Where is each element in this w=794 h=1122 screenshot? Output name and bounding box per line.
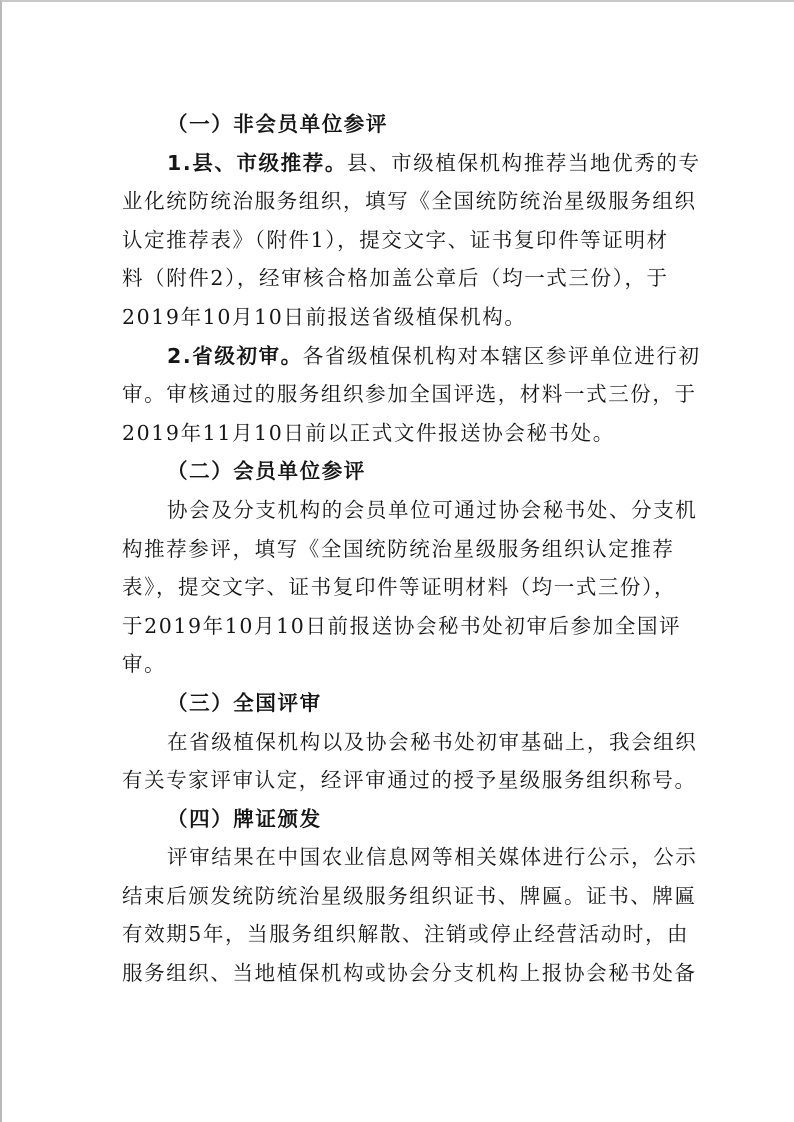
paragraph-line: 在省级植保机构以及协会秘书处初审基础上，我会组织 [167,729,698,754]
section-heading-1: （一）非会员单位参评 [167,112,388,136]
paragraph-line: 2019年10月10日前报送省级植保机构。 [122,304,527,329]
paragraph-line: 评审结果在中国农业信息网等相关媒体进行公示，公示 [167,845,698,870]
paragraph-text: 县、市级植保机构推荐当地优秀的专 [346,150,701,175]
paragraph-line: 业化统防统治服务组织，填写《全国统防统治星级服务组织 [122,189,697,214]
paragraph-text: 各省级植保机构对本辖区参评单位进行初 [302,343,701,368]
document-body [122,105,701,993]
paragraph-lead: 2.省级初审。 [167,343,303,368]
paragraph-line: 表》，提交文字、证书复印件等证明材料（均一式三份）， [122,575,677,600]
paragraph-line: 构推荐参评，填写《全国统防统治星级服务组织认定推荐 [122,536,675,561]
paragraph-line: 认定推荐表》（附件1），提交文字、证书复印件等证明材 [122,227,669,252]
paragraph-line: 2019年11月10日前以正式文件报送协会秘书处。 [122,420,615,445]
paragraph-line: 审。 [122,652,167,677]
section-heading-3: （三）全国评审 [167,690,322,715]
section-heading-4: （四）牌证颁发 [167,806,322,831]
paragraph-line: 协会及分支机构的会员单位可通过协会秘书处、分支机 [167,497,698,522]
paragraph-line: 有关专家评审认定，经评审通过的授予星级服务组织称号。 [122,768,697,793]
paragraph-lead: 1.县、市级推荐。 [167,150,347,175]
paragraph-line [122,337,701,376]
paragraph-line: 结束后颁发统防统治星级服务组织证书、牌匾。证书、牌匾 [122,883,697,908]
paragraph-line [122,144,701,183]
paragraph-line: 服务组织、当地植保机构或协会分支机构上报协会秘书处备 [122,961,697,986]
paragraph-line: 有效期5年，当服务组织解散、注销或停止经营活动时，由 [122,922,690,947]
paragraph-line: 料（附件2），经审核合格加盖公章后（均一式三份），于 [122,266,669,291]
section-heading-2: （二）会员单位参评 [167,459,366,484]
paragraph-line: 于2019年10月10日前报送协会秘书处初审后参加全国评 [122,613,682,638]
paragraph-line: 审。审核通过的服务组织参加全国评选，材料一式三份，于 [122,382,697,407]
